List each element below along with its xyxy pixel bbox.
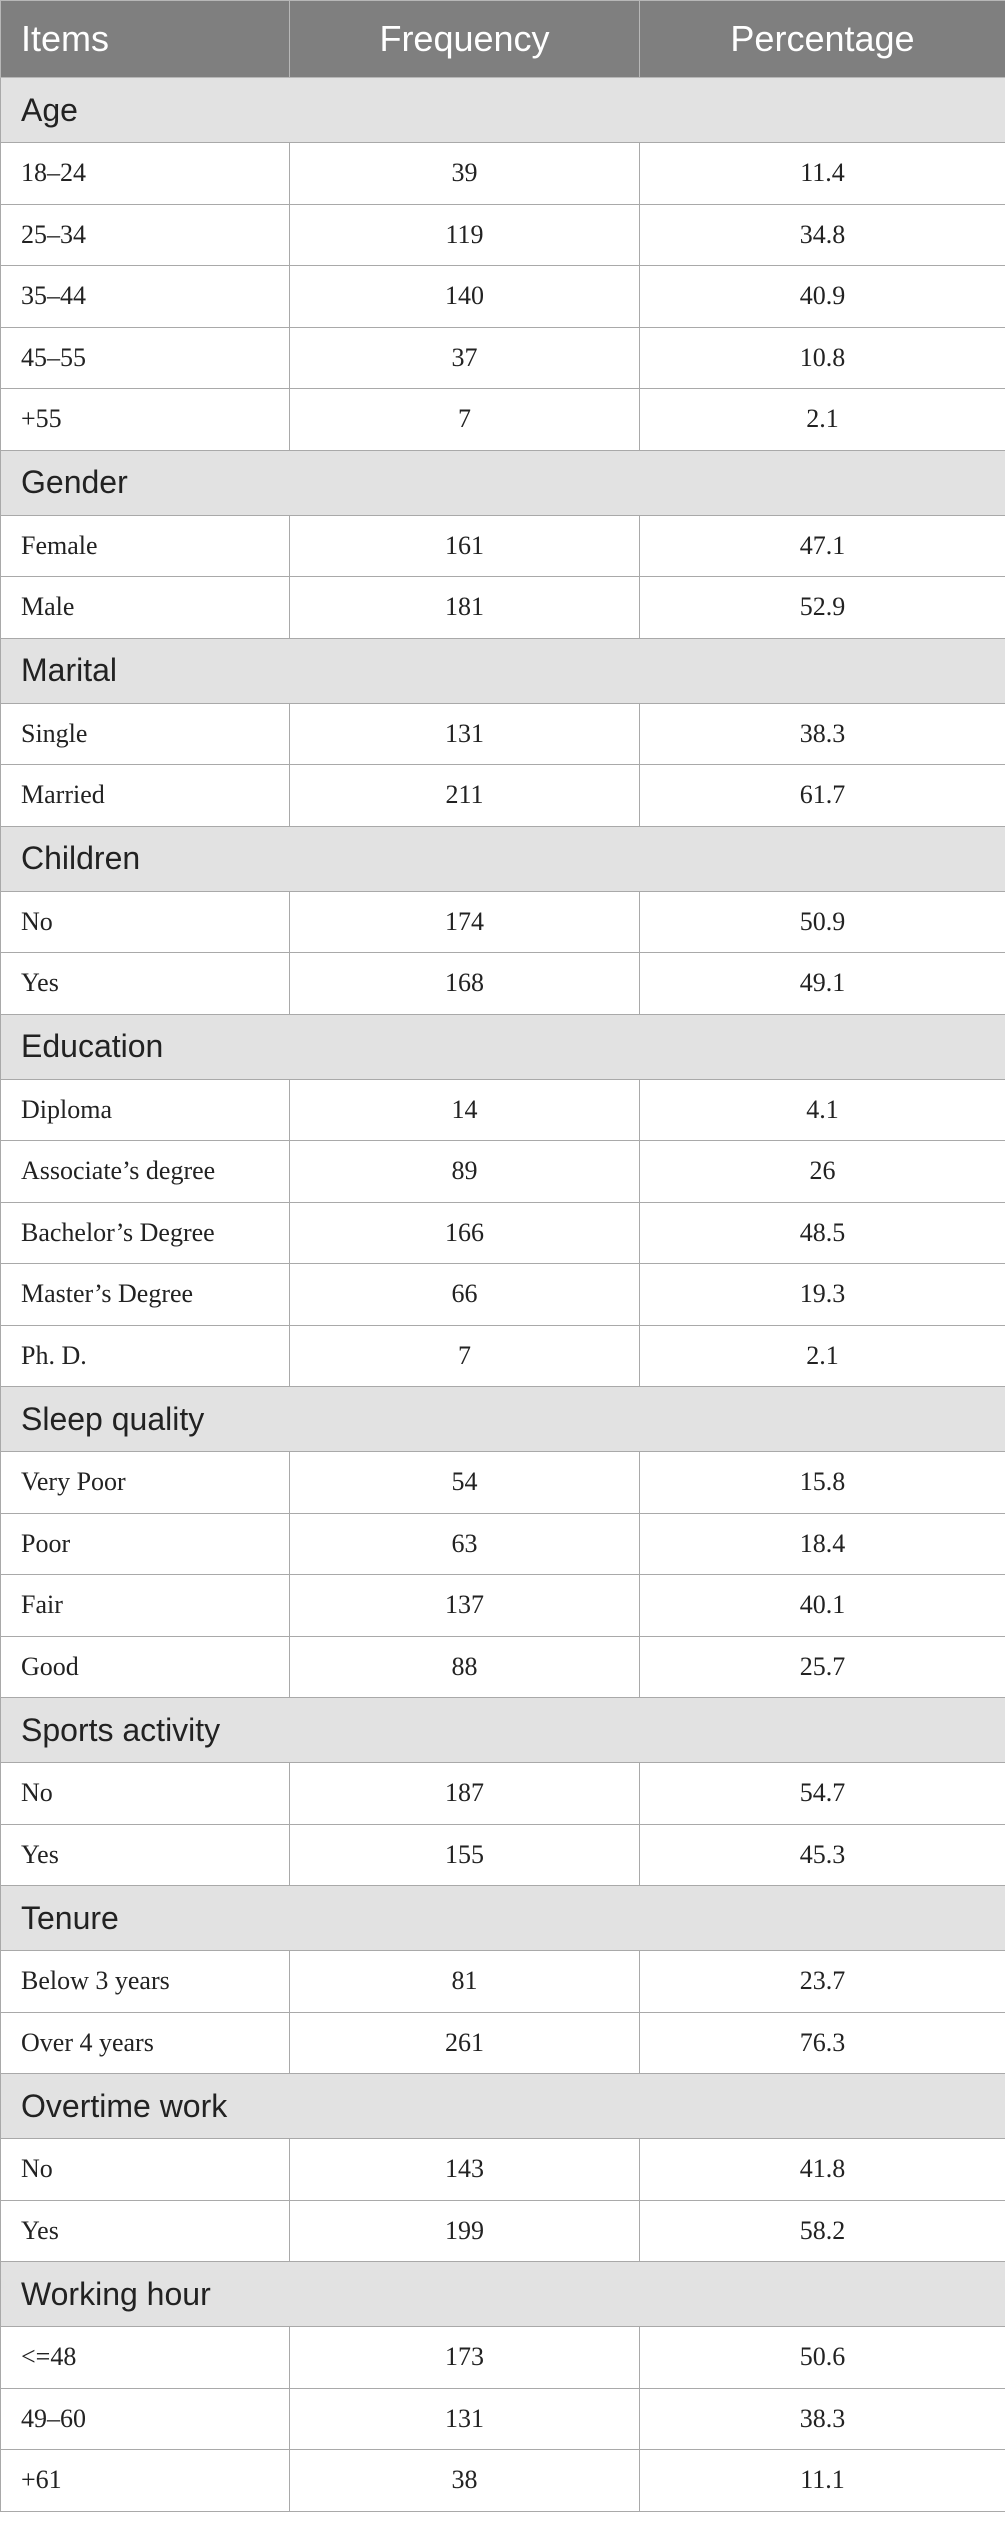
table-row — [1, 1325, 1005, 1387]
header-row — [1, 1, 1005, 78]
percentage-cell: 47.1 — [640, 515, 1005, 577]
frequency-cell: 166 — [290, 1202, 640, 1264]
item-cell: No — [1, 891, 290, 953]
frequency-cell: 131 — [290, 2388, 640, 2450]
frequency-cell: 63 — [290, 1513, 640, 1575]
percentage-cell: 11.4 — [640, 143, 1005, 205]
item-cell: 35–44 — [1, 266, 290, 328]
frequency-cell: 88 — [290, 1636, 640, 1698]
item-cell: Master’s Degree — [1, 1264, 290, 1326]
frequency-cell: 66 — [290, 1264, 640, 1326]
frequency-cell: 211 — [290, 765, 640, 827]
percentage-cell: 52.9 — [640, 577, 1005, 639]
frequency-cell: 199 — [290, 2200, 640, 2262]
frequency-cell: 37 — [290, 327, 640, 389]
table-row — [1, 2012, 1005, 2074]
table-row — [1, 1079, 1005, 1141]
table-row — [1, 1763, 1005, 1825]
percentage-cell: 18.4 — [640, 1513, 1005, 1575]
item-cell: Married — [1, 765, 290, 827]
percentage-cell: 40.1 — [640, 1575, 1005, 1637]
percentage-cell: 38.3 — [640, 703, 1005, 765]
item-cell: 18–24 — [1, 143, 290, 205]
item-cell: Single — [1, 703, 290, 765]
percentage-cell: 48.5 — [640, 1202, 1005, 1264]
frequency-cell: 181 — [290, 577, 640, 639]
table-row — [1, 515, 1005, 577]
percentage-cell: 19.3 — [640, 1264, 1005, 1326]
percentage-cell: 50.9 — [640, 891, 1005, 953]
group-title: Sleep quality — [1, 1387, 1005, 1452]
frequency-cell: 89 — [290, 1141, 640, 1203]
percentage-cell: 23.7 — [640, 1951, 1005, 2013]
table-body — [1, 78, 1005, 2512]
group-title: Age — [1, 78, 1005, 143]
group-title: Working hour — [1, 2262, 1005, 2327]
frequency-cell: 155 — [290, 1824, 640, 1886]
item-cell: No — [1, 2139, 290, 2201]
table-row — [1, 389, 1005, 451]
item-cell: Poor — [1, 1513, 290, 1575]
item-cell: Male — [1, 577, 290, 639]
frequency-cell: 143 — [290, 2139, 640, 2201]
percentage-cell: 50.6 — [640, 2327, 1005, 2389]
frequency-cell: 54 — [290, 1452, 640, 1514]
group-title: Tenure — [1, 1886, 1005, 1951]
table-row — [1, 1951, 1005, 2013]
frequency-cell: 174 — [290, 891, 640, 953]
percentage-cell: 2.1 — [640, 389, 1005, 451]
group-title: Gender — [1, 450, 1005, 515]
table-row — [1, 891, 1005, 953]
header-percentage: Percentage — [640, 1, 1005, 78]
item-cell: <=48 — [1, 2327, 290, 2389]
percentage-cell: 40.9 — [640, 266, 1005, 328]
table-row — [1, 1141, 1005, 1203]
percentage-cell: 54.7 — [640, 1763, 1005, 1825]
percentage-cell: 61.7 — [640, 765, 1005, 827]
item-cell: Female — [1, 515, 290, 577]
group-title: Marital — [1, 638, 1005, 703]
percentage-cell: 4.1 — [640, 1079, 1005, 1141]
table-row — [1, 1513, 1005, 1575]
table-row — [1, 1202, 1005, 1264]
item-cell: Over 4 years — [1, 2012, 290, 2074]
table-row — [1, 1824, 1005, 1886]
frequency-cell: 119 — [290, 204, 640, 266]
table-row — [1, 953, 1005, 1015]
percentage-cell: 49.1 — [640, 953, 1005, 1015]
table-row — [1, 204, 1005, 266]
frequency-cell: 187 — [290, 1763, 640, 1825]
item-cell: Associate’s degree — [1, 1141, 290, 1203]
table-header — [1, 1, 1005, 78]
frequency-cell: 81 — [290, 1951, 640, 2013]
group-row — [1, 78, 1005, 143]
item-cell: 49–60 — [1, 2388, 290, 2450]
group-row — [1, 638, 1005, 703]
item-cell: Good — [1, 1636, 290, 1698]
item-cell: Ph. D. — [1, 1325, 290, 1387]
item-cell: +55 — [1, 389, 290, 451]
item-cell: Below 3 years — [1, 1951, 290, 2013]
item-cell: Yes — [1, 953, 290, 1015]
table-row — [1, 577, 1005, 639]
frequency-cell: 7 — [290, 389, 640, 451]
frequency-cell: 173 — [290, 2327, 640, 2389]
table-row — [1, 2327, 1005, 2389]
group-title: Sports activity — [1, 1698, 1005, 1763]
group-title: Overtime work — [1, 2074, 1005, 2139]
percentage-cell: 34.8 — [640, 204, 1005, 266]
item-cell: Very Poor — [1, 1452, 290, 1514]
header-items: Items — [1, 1, 290, 78]
percentage-cell: 25.7 — [640, 1636, 1005, 1698]
table-row — [1, 327, 1005, 389]
group-title: Children — [1, 826, 1005, 891]
item-cell: Diploma — [1, 1079, 290, 1141]
frequency-cell: 131 — [290, 703, 640, 765]
table-row — [1, 2200, 1005, 2262]
item-cell: 45–55 — [1, 327, 290, 389]
table-row — [1, 1636, 1005, 1698]
percentage-cell: 58.2 — [640, 2200, 1005, 2262]
table-row — [1, 2450, 1005, 2512]
group-row — [1, 1387, 1005, 1452]
group-row — [1, 2074, 1005, 2139]
percentage-cell: 2.1 — [640, 1325, 1005, 1387]
item-cell: Bachelor’s Degree — [1, 1202, 290, 1264]
frequency-cell: 261 — [290, 2012, 640, 2074]
group-row — [1, 1886, 1005, 1951]
table-row — [1, 1452, 1005, 1514]
item-cell: Yes — [1, 1824, 290, 1886]
frequency-cell: 14 — [290, 1079, 640, 1141]
group-row — [1, 2262, 1005, 2327]
percentage-cell: 26 — [640, 1141, 1005, 1203]
frequency-cell: 137 — [290, 1575, 640, 1637]
group-row — [1, 1698, 1005, 1763]
percentage-cell: 10.8 — [640, 327, 1005, 389]
percentage-cell: 76.3 — [640, 2012, 1005, 2074]
percentage-cell: 41.8 — [640, 2139, 1005, 2201]
frequency-cell: 7 — [290, 1325, 640, 1387]
frequency-cell: 39 — [290, 143, 640, 205]
table-row — [1, 703, 1005, 765]
item-cell: +61 — [1, 2450, 290, 2512]
item-cell: No — [1, 1763, 290, 1825]
table-row — [1, 1264, 1005, 1326]
percentage-cell: 38.3 — [640, 2388, 1005, 2450]
percentage-cell: 11.1 — [640, 2450, 1005, 2512]
group-row — [1, 826, 1005, 891]
group-row — [1, 450, 1005, 515]
group-row — [1, 1014, 1005, 1079]
frequency-cell: 168 — [290, 953, 640, 1015]
table-row — [1, 143, 1005, 205]
item-cell: Yes — [1, 2200, 290, 2262]
percentage-cell: 45.3 — [640, 1824, 1005, 1886]
header-frequency: Frequency — [290, 1, 640, 78]
group-title: Education — [1, 1014, 1005, 1079]
table-row — [1, 2139, 1005, 2201]
frequency-cell: 161 — [290, 515, 640, 577]
percentage-cell: 15.8 — [640, 1452, 1005, 1514]
item-cell: 25–34 — [1, 204, 290, 266]
frequency-cell: 38 — [290, 2450, 640, 2512]
table-row — [1, 266, 1005, 328]
table-row — [1, 1575, 1005, 1637]
frequency-cell: 140 — [290, 266, 640, 328]
table-row — [1, 2388, 1005, 2450]
item-cell: Fair — [1, 1575, 290, 1637]
table-row — [1, 765, 1005, 827]
